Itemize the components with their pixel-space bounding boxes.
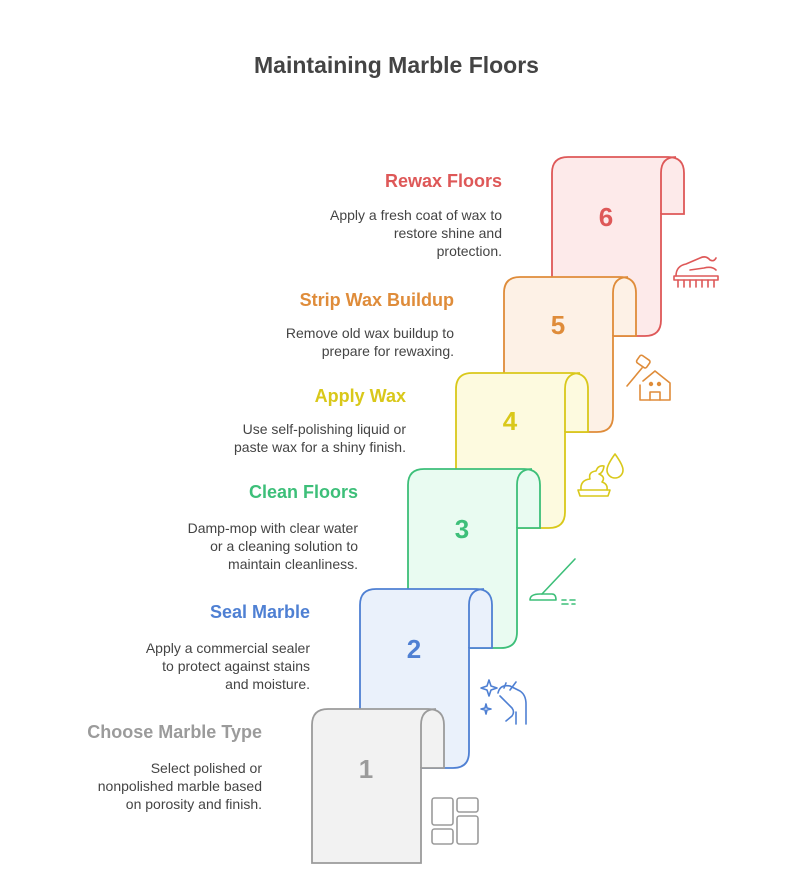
step-1-number: 1: [358, 754, 374, 784]
step-3-description: Damp-mop with clear water or a cleaning solution to maintain cleanliness.: [187, 520, 358, 572]
scroll-step-1: [312, 709, 444, 863]
step-2-title: Seal Marble: [209, 602, 310, 622]
step-2-description: Apply a commercial sealer to protect against stains and moisture.: [145, 640, 310, 692]
step-1-description: Select polished or nonpolished marble based on porosity and finish.: [97, 760, 262, 812]
mop-icon: [530, 559, 575, 604]
step-1-title: Choose Marble Type: [87, 722, 262, 742]
hand-brush-icon: [674, 257, 718, 287]
step-6-number: 6: [598, 202, 614, 232]
step-6-title: Rewax Floors: [384, 171, 502, 191]
scraper-house-icon: [627, 354, 670, 400]
page-title: Maintaining Marble Floors: [254, 52, 539, 78]
step-5-number: 5: [550, 310, 566, 340]
step-4-title: Apply Wax: [314, 386, 406, 406]
layout-grid-icon: [432, 798, 478, 844]
step-2-number: 2: [406, 634, 422, 664]
step-5-title: Strip Wax Buildup: [299, 290, 454, 310]
step-4-description: Use self-polishing liquid or paste wax for a shiny finish.: [234, 421, 406, 455]
step-3-title: Clean Floors: [248, 482, 358, 502]
sparkle-hand-icon: [481, 680, 526, 724]
step-5-description: Remove old wax buildup to prepare for rewaxing.: [285, 325, 454, 359]
step-6-description: Apply a fresh coat of wax to restore shine and protection.: [330, 207, 502, 259]
step-4-number: 4: [502, 406, 518, 436]
wax-drop-icon: [578, 454, 623, 496]
step-3-number: 3: [454, 514, 470, 544]
